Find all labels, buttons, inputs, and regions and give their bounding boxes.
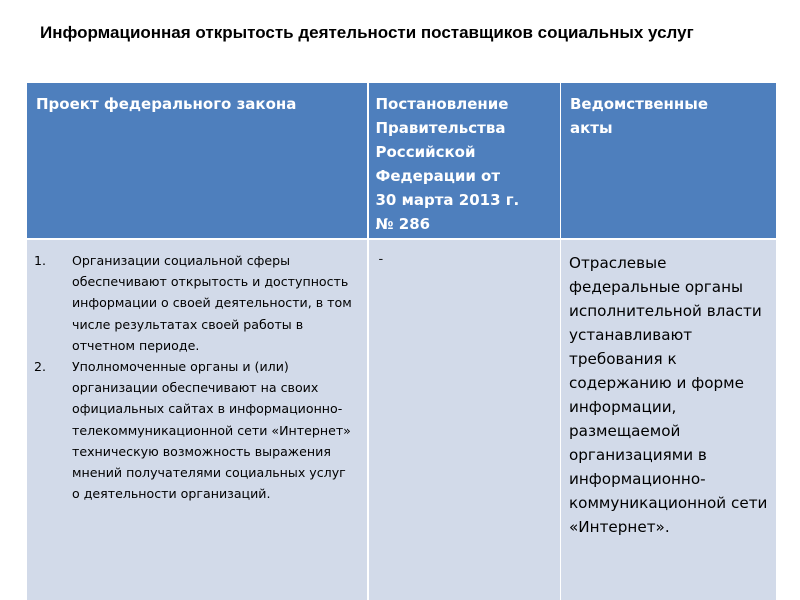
list-item-number: 2. — [34, 359, 47, 375]
list-item-text: Уполномоченные органы и (или) организации обеспечивают на своих официальных сайтах в информационно-телекоммуникационной сети «Интернет» техническую возможность выражения мнений получателями социальных услуг о деятельности организаций. — [72, 359, 351, 502]
header-departmental-acts — [561, 83, 776, 238]
cell-draft-law-content — [27, 240, 367, 600]
header-line: Ведомственные — [570, 95, 709, 113]
list-item-number: 1. — [34, 253, 47, 268]
header-line: Российской — [375, 143, 476, 161]
list-item — [27, 250, 355, 356]
header-line: Федерации от — [375, 167, 501, 185]
cell-departmental-content: Отраслевые федеральные органы исполнительной власти устанавливают требования к содержанию и форме информации, размещаемой организациями в информационно-коммуникационной сети «Интернет». — [561, 240, 776, 600]
numbered-list — [27, 250, 355, 504]
cell-resolution-content: - — [369, 240, 560, 600]
header-line: № 286 — [375, 215, 431, 233]
header-line: Правительства — [375, 119, 506, 137]
header-line: 30 марта 2013 г. — [375, 191, 520, 209]
list-item-text: Организации социальной сферы обеспечивают открытость и доступность информации о своей деятельности, в том числе результатах своей работы в отчетном периоде. — [72, 253, 352, 353]
page-title: Информационная открытость деятельности поставщиков социальных услуг — [40, 23, 694, 42]
header-line: Постановление — [375, 95, 509, 113]
header-line: Проект федерального закона — [36, 95, 297, 113]
header-government-resolution — [369, 83, 560, 238]
header-line: акты — [570, 119, 613, 137]
list-item — [27, 356, 355, 504]
providers-table — [27, 83, 773, 600]
header-draft-federal-law — [27, 83, 367, 238]
